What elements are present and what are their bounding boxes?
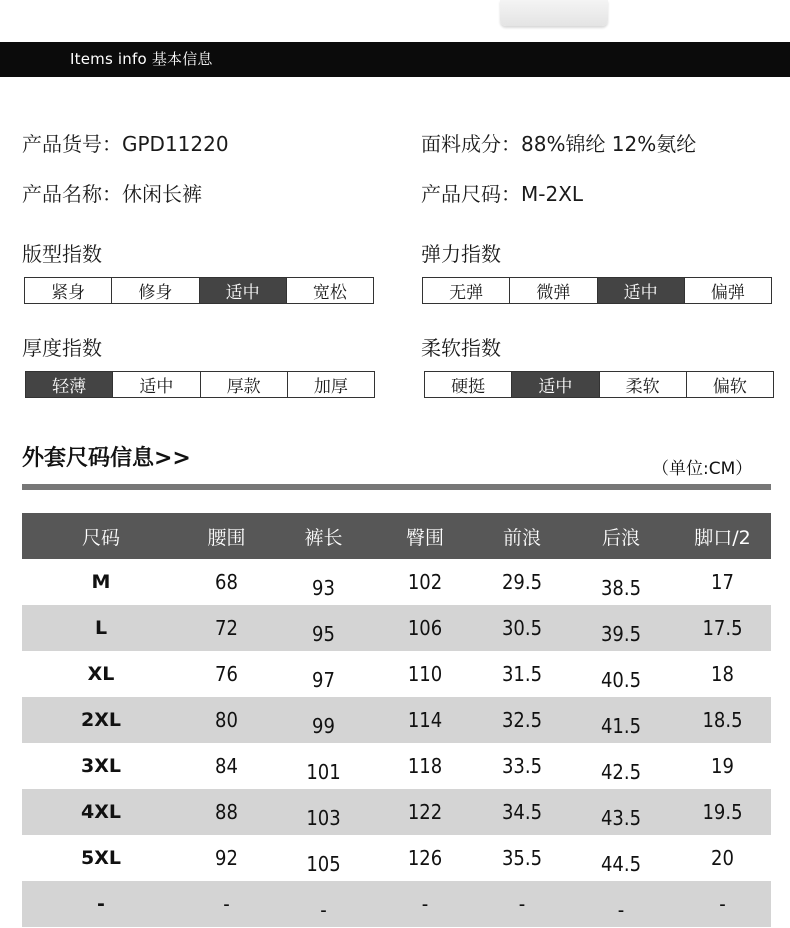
measurement-cell: [568, 697, 674, 743]
measurement-cell: [674, 697, 771, 743]
measurement-cell: [674, 605, 771, 651]
measurement-value: 32.5: [501, 708, 543, 732]
measurement-cell: [374, 881, 476, 927]
measurement-value: -: [223, 892, 230, 916]
measurement-cell: [180, 743, 273, 789]
size-label-cell: M: [91, 571, 111, 593]
measurement-value: -: [518, 892, 526, 916]
thickness-option: 加厚: [287, 372, 374, 397]
measurement-cell: [374, 835, 476, 881]
section-divider: [22, 484, 771, 490]
measurement-value: 17.5: [702, 616, 743, 640]
measurement-cell: [674, 559, 771, 605]
measurement-cell: [180, 605, 273, 651]
measurement-value: 103: [306, 806, 341, 830]
size-section-title: 外套尺码信息>>: [22, 446, 191, 471]
softness-index-title: 柔软指数: [421, 336, 501, 360]
measurement-cell: [674, 743, 771, 789]
table-header-row: [22, 513, 771, 559]
measurement-value: 40.5: [600, 668, 642, 692]
elasticity-option: 无弹: [449, 283, 484, 303]
measurement-cell: [674, 789, 771, 835]
measurement-cell: [273, 835, 374, 881]
measurement-cell: [476, 697, 568, 743]
size-label-cell: L: [22, 605, 180, 651]
measurement-value: 41.5: [600, 714, 642, 738]
table-row: [22, 559, 771, 605]
measurement-cell: [476, 789, 568, 835]
thickness-option: 厚款: [200, 372, 287, 397]
table-row: [22, 605, 771, 651]
table-row: [22, 881, 771, 927]
size-table: [22, 513, 771, 927]
size-range: 产品尺码：M-2XL: [421, 182, 584, 206]
size-label-cell: 3XL: [81, 755, 121, 777]
measurement-cell: [674, 651, 771, 697]
table-row: [22, 651, 771, 697]
size-label-cell: 2XL: [22, 697, 180, 743]
measurement-value: 42.5: [600, 760, 642, 784]
softness-option: 偏软: [686, 372, 773, 397]
measurement-value: 92: [215, 846, 238, 870]
column-header: 前浪: [476, 513, 568, 559]
measurement-cell: [180, 835, 273, 881]
table-row: [22, 789, 771, 835]
measurement-value: -: [617, 898, 625, 922]
measurement-value: 19: [711, 754, 734, 778]
measurement-value: -: [421, 892, 429, 916]
measurement-cell: [180, 697, 273, 743]
measurement-cell: [476, 835, 568, 881]
measurement-cell: [273, 743, 374, 789]
measurement-value: 122: [407, 800, 443, 824]
measurement-cell: [568, 881, 674, 927]
measurement-value: 88: [215, 800, 238, 824]
fit-index-title: 版型指数: [22, 242, 102, 266]
measurement-value: -: [320, 898, 327, 922]
column-header: 腰围: [180, 513, 273, 559]
measurement-value: -: [719, 892, 726, 916]
column-header: 尺码: [22, 513, 180, 559]
measurement-value: 19.5: [702, 800, 743, 824]
measurement-value: 18: [711, 662, 734, 686]
size-label-cell: 4XL: [22, 789, 180, 835]
softness-option: 硬挺: [451, 377, 486, 397]
measurement-cell: [180, 559, 273, 605]
measurement-cell: [568, 789, 674, 835]
items-info-banner: [0, 42, 790, 77]
measurement-value: 35.5: [501, 846, 543, 870]
measurement-cell: [180, 789, 273, 835]
measurement-value: 68: [215, 570, 238, 594]
thickness-index-title: 厚度指数: [22, 336, 102, 360]
product-image-edge: [500, 0, 608, 26]
measurement-cell: [273, 789, 374, 835]
measurement-value: 80: [215, 708, 238, 732]
measurement-cell: [374, 697, 476, 743]
measurement-value: 29.5: [501, 570, 543, 594]
elasticity-option: 偏弹: [684, 278, 771, 303]
measurement-value: 76: [215, 662, 238, 686]
banner-title: Items info 基本信息: [70, 50, 213, 68]
measurement-value: 118: [407, 754, 443, 778]
size-label-cell: -: [22, 881, 180, 927]
measurement-cell: [674, 881, 771, 927]
thickness-option: 轻薄: [26, 372, 112, 397]
softness-option: 适中: [511, 372, 598, 397]
measurement-value: 20: [711, 846, 734, 870]
measurement-value: 99: [312, 714, 335, 738]
fit-index-scale: [24, 277, 374, 304]
thickness-option: 适中: [112, 372, 199, 397]
elasticity-index-scale: [422, 277, 772, 304]
measurement-cell: [180, 881, 273, 927]
fit-option: 紧身: [51, 283, 86, 303]
elasticity-index-title: 弹力指数: [421, 242, 501, 266]
measurement-value: 101: [306, 760, 341, 784]
measurement-value: 38.5: [600, 576, 642, 600]
measurement-value: 106: [407, 616, 443, 640]
measurement-cell: [674, 835, 771, 881]
measurement-cell: [476, 881, 568, 927]
size-label-cell: XL: [87, 663, 115, 685]
measurement-cell: [476, 559, 568, 605]
column-header: 后浪: [568, 513, 674, 559]
measurement-value: 34.5: [501, 800, 543, 824]
item-name: 产品名称：休闲长裤: [22, 182, 202, 206]
elasticity-option: 微弹: [509, 278, 596, 303]
measurement-cell: [476, 605, 568, 651]
column-header: 脚口/2: [674, 513, 771, 559]
measurement-value: 44.5: [600, 852, 642, 876]
column-header: 裤长: [273, 513, 374, 559]
measurement-cell: [374, 605, 476, 651]
elasticity-option: 适中: [597, 278, 684, 303]
measurement-value: 72: [215, 616, 238, 640]
measurement-value: 97: [312, 668, 335, 692]
measurement-cell: [374, 789, 476, 835]
measurement-cell: [476, 743, 568, 789]
measurement-cell: [568, 651, 674, 697]
softness-option: 柔软: [599, 372, 686, 397]
measurement-value: 33.5: [501, 754, 543, 778]
unit-label: （单位:CM）: [652, 459, 753, 479]
fit-option: 宽松: [286, 278, 373, 303]
measurement-cell: [374, 651, 476, 697]
measurement-cell: [568, 743, 674, 789]
measurement-cell: [273, 605, 374, 651]
fabric-composition: 面料成分：88%锦纶 12%氨纶: [421, 132, 697, 156]
measurement-value: 93: [312, 576, 335, 600]
measurement-value: 84: [215, 754, 238, 778]
thickness-index-scale: [25, 371, 375, 398]
measurement-value: 114: [407, 708, 443, 732]
column-header: 臀围: [374, 513, 476, 559]
measurement-value: 102: [407, 570, 443, 594]
table-row: [22, 697, 771, 743]
measurement-value: 39.5: [600, 622, 642, 646]
measurement-cell: [180, 651, 273, 697]
measurement-value: 110: [407, 662, 443, 686]
measurement-value: 126: [407, 846, 443, 870]
softness-index-scale: [424, 371, 774, 398]
measurement-cell: [476, 651, 568, 697]
measurement-value: 43.5: [600, 806, 642, 830]
fit-option: 修身: [111, 278, 198, 303]
fit-option: 适中: [199, 278, 286, 303]
item-number: 产品货号：GPD11220: [22, 132, 229, 156]
measurement-cell: [568, 559, 674, 605]
measurement-cell: [568, 835, 674, 881]
measurement-cell: [273, 651, 374, 697]
size-label-cell: 5XL: [81, 847, 121, 869]
measurement-value: 30.5: [501, 616, 543, 640]
measurement-cell: [273, 881, 374, 927]
table-row: [22, 743, 771, 789]
measurement-value: 95: [312, 622, 335, 646]
table-row: [22, 835, 771, 881]
measurement-value: 105: [306, 852, 341, 876]
measurement-cell: [568, 605, 674, 651]
measurement-value: 17: [711, 570, 734, 594]
measurement-cell: [273, 559, 374, 605]
measurement-cell: [273, 697, 374, 743]
measurement-cell: [374, 743, 476, 789]
measurement-value: 18.5: [702, 708, 743, 732]
measurement-value: 31.5: [501, 662, 543, 686]
measurement-cell: [374, 559, 476, 605]
